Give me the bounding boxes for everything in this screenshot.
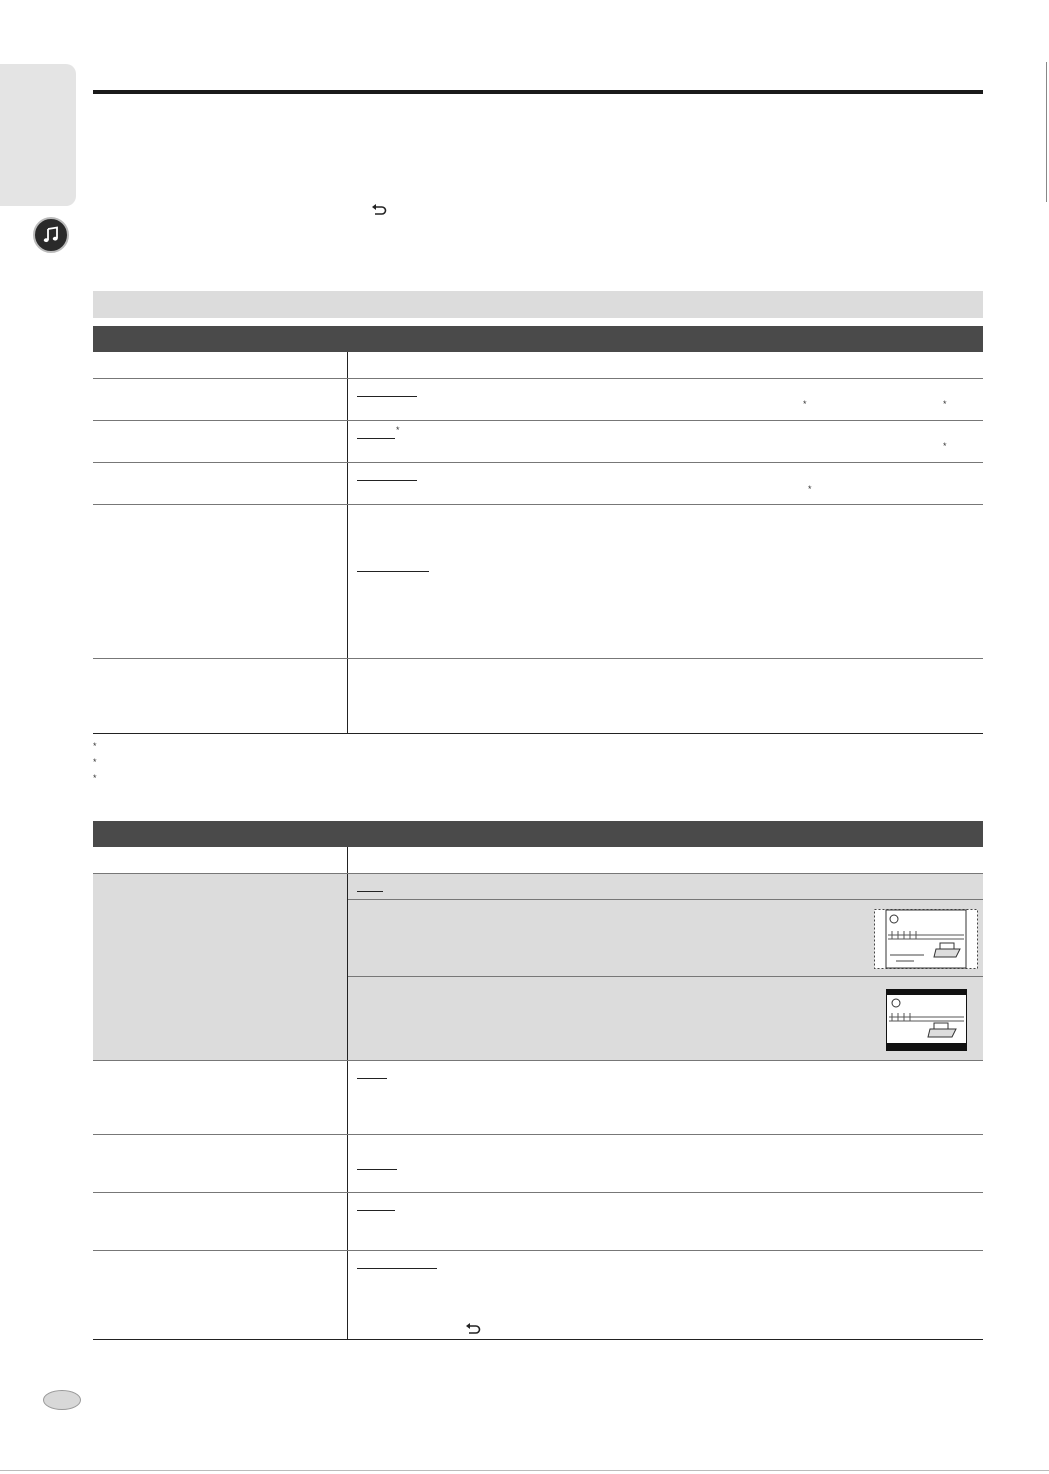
default-underline: [357, 1268, 437, 1269]
table1-column-divider: [347, 352, 348, 733]
footnote-3-mark: *: [93, 773, 97, 783]
table2-bottom-line: [93, 1339, 983, 1340]
table2-subrow-line: [348, 899, 983, 900]
default-underline: [357, 396, 417, 397]
default-underline: [357, 891, 383, 892]
table1-header: [93, 326, 983, 352]
page-edge-mark: [1046, 62, 1047, 202]
footnote-mark: *: [396, 425, 400, 435]
pillarbox-thumbnail: [874, 909, 978, 969]
table2-row-line: [93, 1192, 983, 1193]
table1-row-line: [93, 462, 983, 463]
default-underline: [357, 1078, 387, 1079]
table2-row-line: [93, 1250, 983, 1251]
footnote-mark: *: [943, 441, 947, 451]
table2-row-line: [93, 1134, 983, 1135]
footnote-mark: *: [808, 484, 812, 494]
footnote-2-mark: *: [93, 757, 97, 767]
table2-shaded-row: [93, 874, 983, 1060]
music-note-icon: [33, 217, 69, 253]
return-icon: [465, 1322, 481, 1340]
title-rule: [93, 90, 983, 94]
table2-column-divider: [347, 847, 348, 1339]
table2-header: [93, 821, 983, 847]
table2-row-line: [93, 873, 983, 874]
page-bottom-edge: [0, 1470, 1049, 1471]
table1-row-line: [93, 378, 983, 379]
default-underline: [357, 438, 395, 439]
default-underline: [357, 571, 429, 572]
default-underline: [357, 1169, 397, 1170]
page-number-badge: [43, 1390, 81, 1410]
table1-row-line: [93, 504, 983, 505]
default-underline: [357, 480, 417, 481]
side-tab: [0, 64, 76, 206]
footnote-1-mark: *: [93, 741, 97, 751]
table2-row-line: [93, 1060, 983, 1061]
table1-row-line: [93, 658, 983, 659]
return-icon: [371, 203, 387, 221]
letterbox-thumbnail: [886, 989, 967, 1051]
table1-bottom-line: [93, 733, 983, 734]
section-band: [93, 291, 983, 318]
footnote-mark: *: [803, 399, 807, 409]
table2-subrow-line: [348, 976, 983, 977]
table1-row-line: [93, 420, 983, 421]
default-underline: [357, 1210, 395, 1211]
footnote-mark: *: [943, 399, 947, 409]
